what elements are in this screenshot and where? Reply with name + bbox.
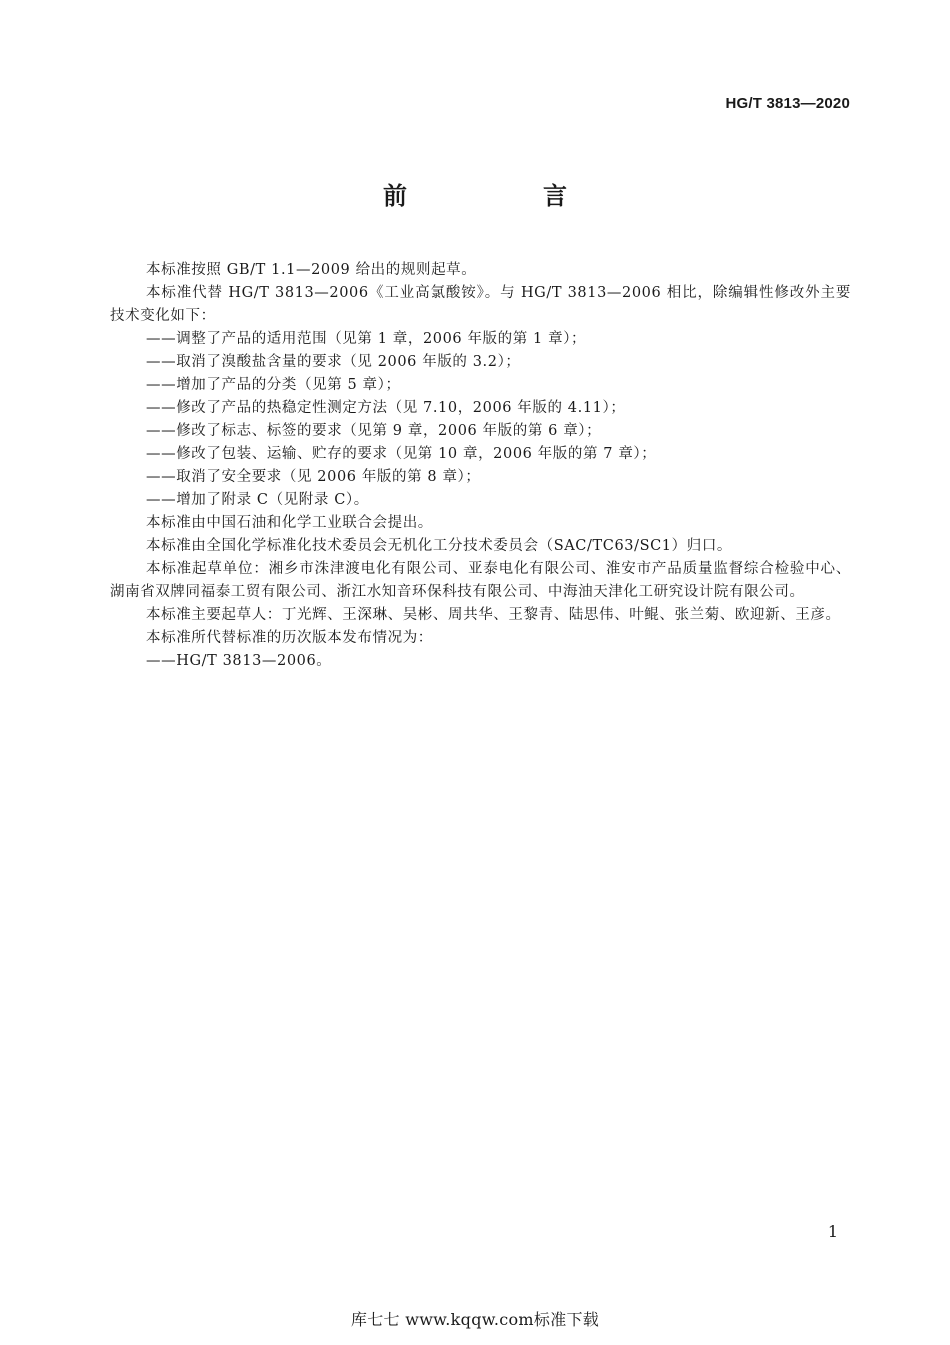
paragraph: 本标准起草单位：湘乡市洙津渡电化有限公司、亚泰电化有限公司、淮安市产品质量监督综合检验中心、湖南省双牌同福泰工贸有限公司、浙江水知音环保科技有限公司、中海油天津化工研究设计院有限公司。 xyxy=(110,561,851,600)
footer-watermark: 库七七 www.kqqw.com标准下载 xyxy=(350,1310,600,1329)
list-item: ——调整了产品的适用范围（见第 1 章，2006 年版的第 1 章）； xyxy=(146,331,587,347)
list-item: ——取消了安全要求（见 2006 年版的第 8 章）； xyxy=(146,469,481,485)
list-item: ——取消了溴酸盐含量的要求（见 2006 年版的 3.2）； xyxy=(146,354,521,370)
paragraph: 本标准由全国化学标准化技术委员会无机化工分技术委员会（SAC/TC63/SC1）归口。 xyxy=(146,538,733,554)
page-title: 前 言 xyxy=(383,182,623,210)
page-number: 1 xyxy=(827,1222,838,1241)
paragraph: 本标准按照 GB/T 1.1—2009 给出的规则起草。 xyxy=(146,262,477,278)
list-item: ——增加了产品的分类（见第 5 章）； xyxy=(146,377,401,393)
list-item: ——修改了标志、标签的要求（见第 9 章，2006 年版的第 6 章）； xyxy=(146,423,602,439)
paragraph: 本标准所代替标准的历次版本发布情况为： xyxy=(146,630,433,646)
list-item: ——修改了包装、运输、贮存的要求（见第 10 章，2006 年版的第 7 章）； xyxy=(146,446,657,462)
list-item: ——增加了附录 C（见附录 C）。 xyxy=(146,492,369,508)
paragraph: 本标准主要起草人：丁光辉、王深琳、吴彬、周共华、王黎青、陆思伟、叶鲲、张兰菊、欧迎新、王彦。 xyxy=(146,607,841,623)
standard-code: HG/T 3813—2020 xyxy=(725,95,850,112)
list-item: ——修改了产品的热稳定性测定方法（见 7.10，2006 年版的 4.11）； xyxy=(146,400,626,416)
document-body xyxy=(110,259,851,673)
list-item: ——HG/T 3813—2006。 xyxy=(146,653,332,669)
paragraph: 本标准代替 HG/T 3813—2006《工业高氯酸铵》。与 HG/T 3813—2006 相比，除编辑性修改外主要技术变化如下： xyxy=(110,285,851,324)
paragraph: 本标准由中国石油和化学工业联合会提出。 xyxy=(146,515,433,531)
